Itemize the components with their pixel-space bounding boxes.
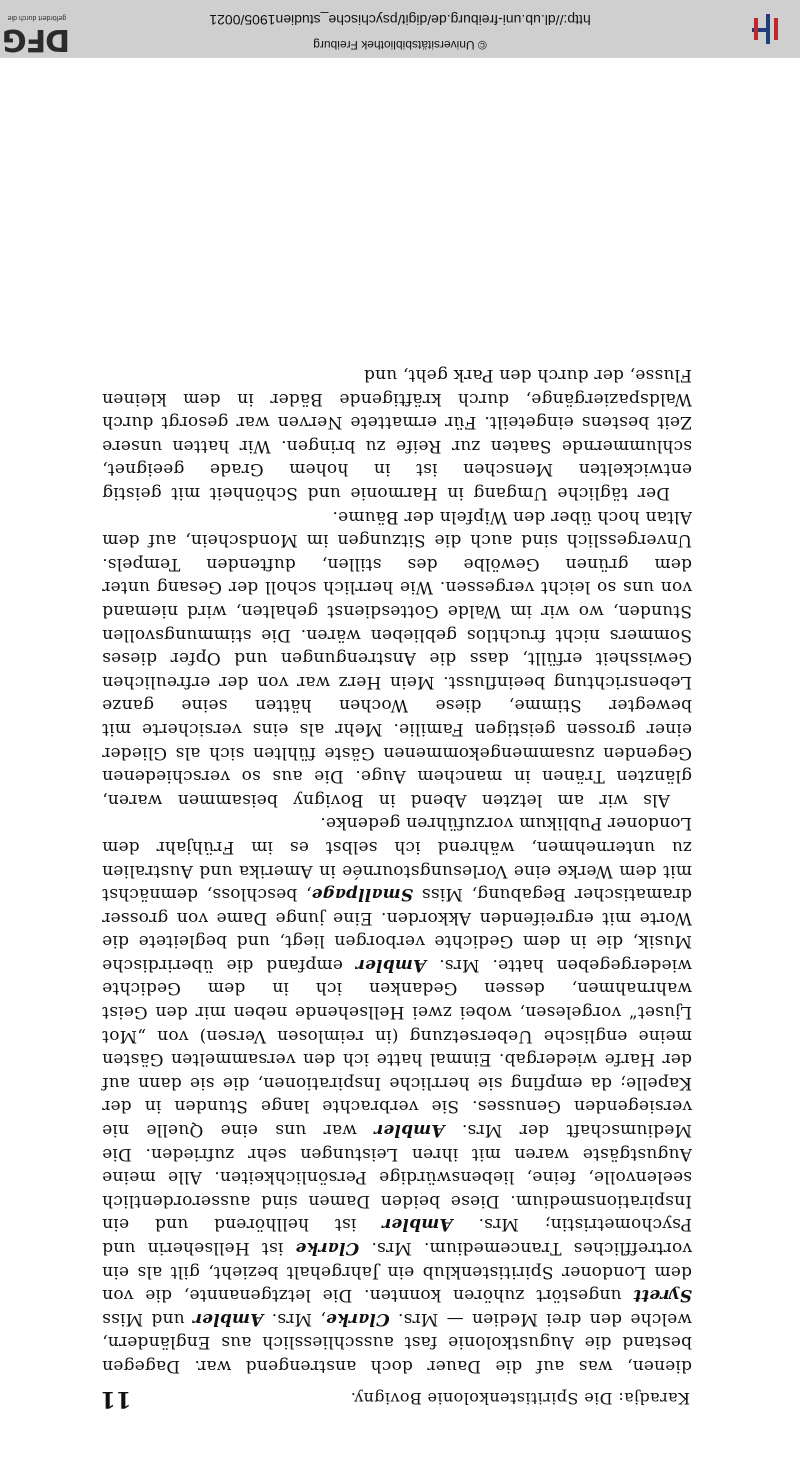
text-run: und Miss [101, 1308, 193, 1329]
paragraph [102, 504, 692, 811]
text-run: , beschloss, demnächst mit dem Werke eine Vorlesungstournée in Amerika und Australien zu unternehmen, während ich selbst es im Frühjahr dem Londoner Publikum vorzuführen gedenke. [102, 813, 692, 905]
text-run: ist Hellseherin und Psychometristin; Mrs. [102, 1214, 692, 1259]
emphasized-name: Ambler [374, 1120, 445, 1141]
text-run: ist hellhörend und ein Inspirationsmedium. Diese beiden Damen sind ausserordentlich seelenvolle, feine, liebenswürdige Persönlichkeiten. Alle meine Augustgäste waren mit ihren Leistungen sehr zufrieden. Die Mediumschaft der Mrs. [102, 1120, 692, 1235]
page-number: 11 [100, 1386, 132, 1412]
running-head [100, 1384, 690, 1412]
dfg-tagline: gefördert durch die [7, 14, 67, 21]
copyright-notice: © Universitätsbibliothek Freiburg [313, 38, 487, 52]
emphasized-name: Clarke [295, 1238, 360, 1259]
dfg-logo [4, 4, 70, 56]
emphasized-name: Ambler [382, 1214, 453, 1235]
text-run: war uns eine Quelle nie versiegenden Genusses. Sie verbrachte lange Stunden in der Kapelle; da empfing sie herrliche Inspirationen, die sie dann auf der Harfe wiedergab. Einmal hatte ich den versammelten Gästen meine englische Uebersetzung (in reimlosen Versen) von „Mot Ljuset“ vorgelesen, wobei zwei Hellsehende neben mir den Geist wahrnahmen, dessen Gedanken ich in dem Gedichte wiedergegeben hatte. Mrs. [102, 954, 692, 1141]
document-url[interactable]: http://dl.ub.uni-freiburg.de/digit/psychische_studien1905/0021 [209, 12, 591, 28]
paragraph [102, 811, 692, 1377]
dfg-logo-text: DFG [2, 22, 70, 57]
emphasized-name: Ambler [355, 954, 427, 975]
text-run: Als wir am letzten Abend in Bovigny beisammen waren, glänzten Tränen in manchem Auge. Die aus so verschiedenen Gegenden zusammengekommenen Gäste fühlten sich als Glieder einer grossen geistigen Familie. Mehr als eins versicherte mit bewegter Stimme, diese Wochen hätten seine ganze Lebensrichtung beeinflusst. Mein Herz war von der erfreulichen Gewissheit erfüllt, dass die Anstrengungen und Opfer dieses Sommers nicht fruchtlos geblieben wären. Die stimmungsvollen Stunden, wo wir im Walde Gottesdienst gehalten, wird niemand von uns so leicht vergessen. Wie herrlich scholl der Gesang unter dem grünen Gewölbe des stillen, duftenden Tempels. Unvergesslich sind auch die Sitzungen im Mondschein, auf dem Altan hoch über den Wipfeln der Bäume. [102, 506, 692, 810]
body-text [102, 362, 692, 1377]
emphasized-name: Ambler [192, 1308, 264, 1329]
library-header-strip [0, 0, 800, 58]
text-run: ungestört zuhören konnten. Die letztgenannte, die von dem Londoner Spiritistenklub ein Jahrgehalt bezieht, gilt als ein vortreffliches Trancemedium. Mrs. [102, 1238, 692, 1306]
text-run: , Mrs. [263, 1308, 326, 1329]
text-run: Der tägliche Umgang in Harmonie und Schönheit mit geistig entwickelten Menschen ist in hohem Grade geeignet, schlummernde Saaten zur Reife zu bringen. Wir hatten unsere Zeit bestens eingeteilt. Für ermattete Nerven war gesorgt durch Waldspaziergänge, durch kräftigende Bäder in dem kleinen Flusse, der durch den Park geht, und [102, 365, 692, 504]
emphasized-name: Clarke [325, 1308, 390, 1329]
paragraph [102, 362, 692, 504]
text-run: empfand die überirdische Musik, die in dem Gedichte verborgen liegt, und begleitete die Worte mit ergreifenden Akkorden. Eine junge Dame von grosser dramatischer Begabung, Miss [102, 884, 692, 975]
text-run: dienen, was auf die Dauer doch anstrengend war. Dagegen bestand die Augustkolonie fast ausschliesslich aus Engländern, welche den drei Medien — Mrs. [102, 1308, 692, 1376]
emphasized-name: Syrett [633, 1285, 692, 1306]
emphasized-name: Smallpage [311, 884, 414, 905]
running-head-title: Karadja: Die Spiritistenkolonie Bovigny. [350, 1389, 690, 1408]
